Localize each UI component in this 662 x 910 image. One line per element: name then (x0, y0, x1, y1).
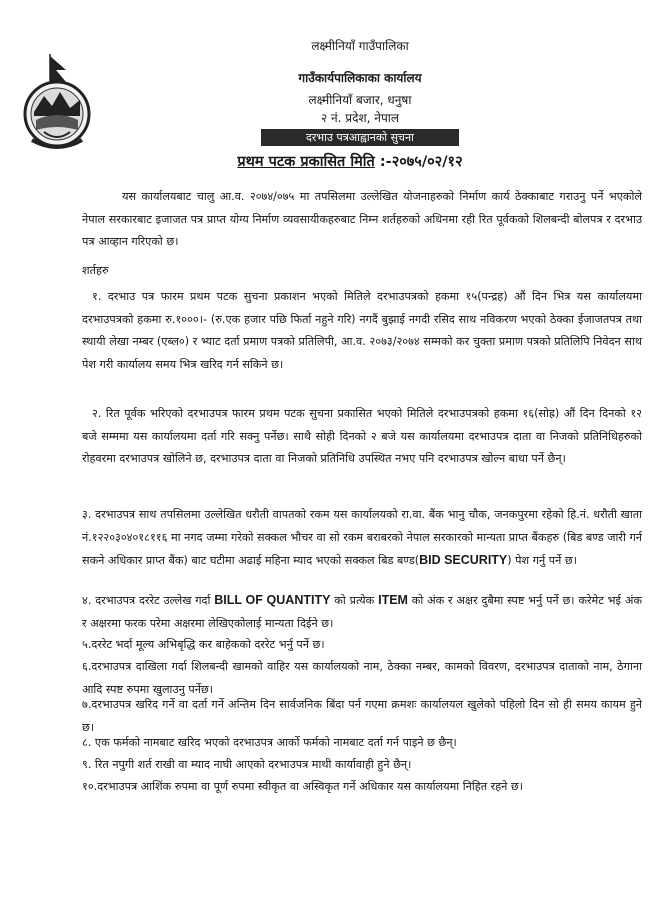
item-term: ITEM (378, 593, 408, 607)
condition-4-start: ४. दरभाउपत्र दररेट उल्लेख गर्दा (82, 594, 215, 607)
bill-of-quantity-term: BILL OF QUANTITY (214, 593, 331, 607)
condition-5: ५.दररेट भर्दा मूल्य अभिबृद्धि कर बाहेकको दररेट भर्नु पर्ने छ। (82, 638, 325, 651)
notice-title-banner: दरभाउ पत्रआह्वानको सुचना (261, 129, 459, 146)
condition-6: ६.दरभाउपत्र दाखिला गर्दा शिलबन्दी खामको वाहिर यस कार्यालयको नाम, ठेक्का नम्बर, कामको विवरण, दरभाउपत्र दाताको नाम, ठेगाना आदि स्पष्ट रुपमा खुलाउनु पर्नेछ। (82, 660, 642, 696)
condition-7: ७.दरभाउपत्र खरिद गर्ने वा दर्ता गर्ने अन्तिम दिन सार्वजनिक बिंदा पर्न गएमा क्रमशः कार्यालयल खुलेको पहिलो दिन सो ही समय कायम हुने छ। (82, 698, 642, 734)
municipality-name: लक्ष्मीनियाँ गाउँपालिका (311, 39, 409, 53)
office-address: लक्ष्मीनियाँ बजार, धनुषा (308, 93, 412, 107)
publication-date-line (120, 152, 580, 172)
publication-date: :-२०७५/०२/१२ (379, 154, 463, 170)
condition-3-end: ) पेश गर्नु पर्ने छ। (507, 554, 577, 567)
office-name: गाउँकार्यपालिकाका कार्यालय (298, 71, 422, 85)
nepal-emblem-icon (22, 50, 92, 154)
condition-4-mid: को प्रत्येक (330, 594, 379, 607)
conditions-heading: शर्तहरु (82, 264, 109, 277)
condition-4-end: को अंक र अक्षर दुबैमा स्पष्ट भर्नु पर्ने छ। करेमेट भई अंक र अक्षरमा फरक परेमा अक्षरमा लेखिएकोलाई मान्यता दिईने छ। (82, 594, 642, 630)
bid-security-term: BID SECURITY (419, 553, 508, 567)
publication-label: प्रथम पटक प्रकासित मिति (237, 154, 375, 170)
condition-3 (82, 504, 642, 573)
condition-3-text: ३. दरभाउपत्र साथ तपसिलमा उल्लेखित धरौती वापतको रकम यस कार्यालयको रा.वा. बैंक भानु चौक, जनकपुरमा रहेको हि.नं. धरौती खाता नं.१२२०३०४०१८११६ मा नगद जम्मा गरेको सक्कल भौचर वा सो रकम बराबरको नेपाल सरकारको मान्यता प्राप्त बैंकहरु (बिड बण्ड जारी गर्न सकने अधिकार प्राप्त बैंक) बाट घटीमा अढाई महिना म्याद भएको सक्कल बिड बण्ड( (82, 508, 642, 567)
condition-2: २. रित पूर्वक भरिएको दरभाउपत्र फारम प्रथम पटक सुचना प्रकासित भएको मितिले दरभाउपत्रको हकमा १६(सोह्र) औं दिन दिनको १२ बजे सम्ममा यस कार्यालयमा दर्ता गरि सक्नु पर्नेछ। साथै सोही दिनको २ बजे यस कार्यालयमा दरभाउपत्र दाता वा निजको प्रतिनिधिहरुको रोहवरमा दरभाउपत्र खोलिने छ, दरभाउपत्र दाता वा निजको प्रतिनिधि उपस्थित नभए पनि दरभाउपत्र खोल्न बाधा पर्ने छैन्। (82, 407, 642, 465)
condition-8: ८. एक फर्मको नामबाट खरिद भएको दरभाउपत्र आर्को फर्मको नामबाट दर्ता गर्न पाइने छ छैन्। (82, 736, 457, 749)
office-state: २ नं. प्रदेश, नेपाल (320, 111, 400, 125)
intro-paragraph: यस कार्यालयबाट चालु आ.व. २०७४/०७५ मा तपसिलमा उल्लेखित योजनाहरुको निर्माण कार्य ठेक्काबाट गराउनु पर्ने भएकोले नेपाल सरकारबाट इजाजत पत्र प्राप्त योग्य निर्माण व्यवसायीकहरुबाट निम्न शर्तहरुको अधिनमा रही रित पूर्वकको शिलबन्दी बोलपत्र र दरभाउ पत्र आव्हान गरिएको छ। (82, 190, 642, 248)
condition-1: १. दरभाउ पत्र फारम प्रथम पटक सुचना प्रकाशन भएको मितिले दरभाउपत्रको हकमा १५(पन्द्रह) औं दिन भित्र यस कार्यालयमा दरभाउपत्रको हकमा रु.१०००।- (रु.एक हजार पछि फिर्ता नहुने गरि) नगदैं बुझाई नगदी रसिद साथ नविकरण भएको ठेक्का ईजाजतपत्र तथा स्थायी लेखा नम्बर (एब्ल०) र भ्याट दर्ता प्रमाण पत्रको प्रतिलिपी, आ.व. २०७३/२०७४ सम्मको कर चुक्ता प्रमाण पत्रको प्रतिलिपि निवेदन साथ पेश गरी कार्यालय समय भित्र खरिद गर्न सकिने छ। (82, 290, 642, 371)
condition-4 (82, 589, 642, 635)
condition-9: ९. रित नपुगी शर्त राखी वा म्याद नाघी आएको दरभाउपत्र माथी कार्यावाही हुने छैन्। (82, 758, 412, 771)
condition-10: १०.दरभाउपत्र आशिंक रुपमा वा पूर्ण रुपमा स्वीकृत वा अस्विकृत गर्ने अधिकार यस कार्यालयमा निहित रहने छ। (82, 780, 523, 793)
